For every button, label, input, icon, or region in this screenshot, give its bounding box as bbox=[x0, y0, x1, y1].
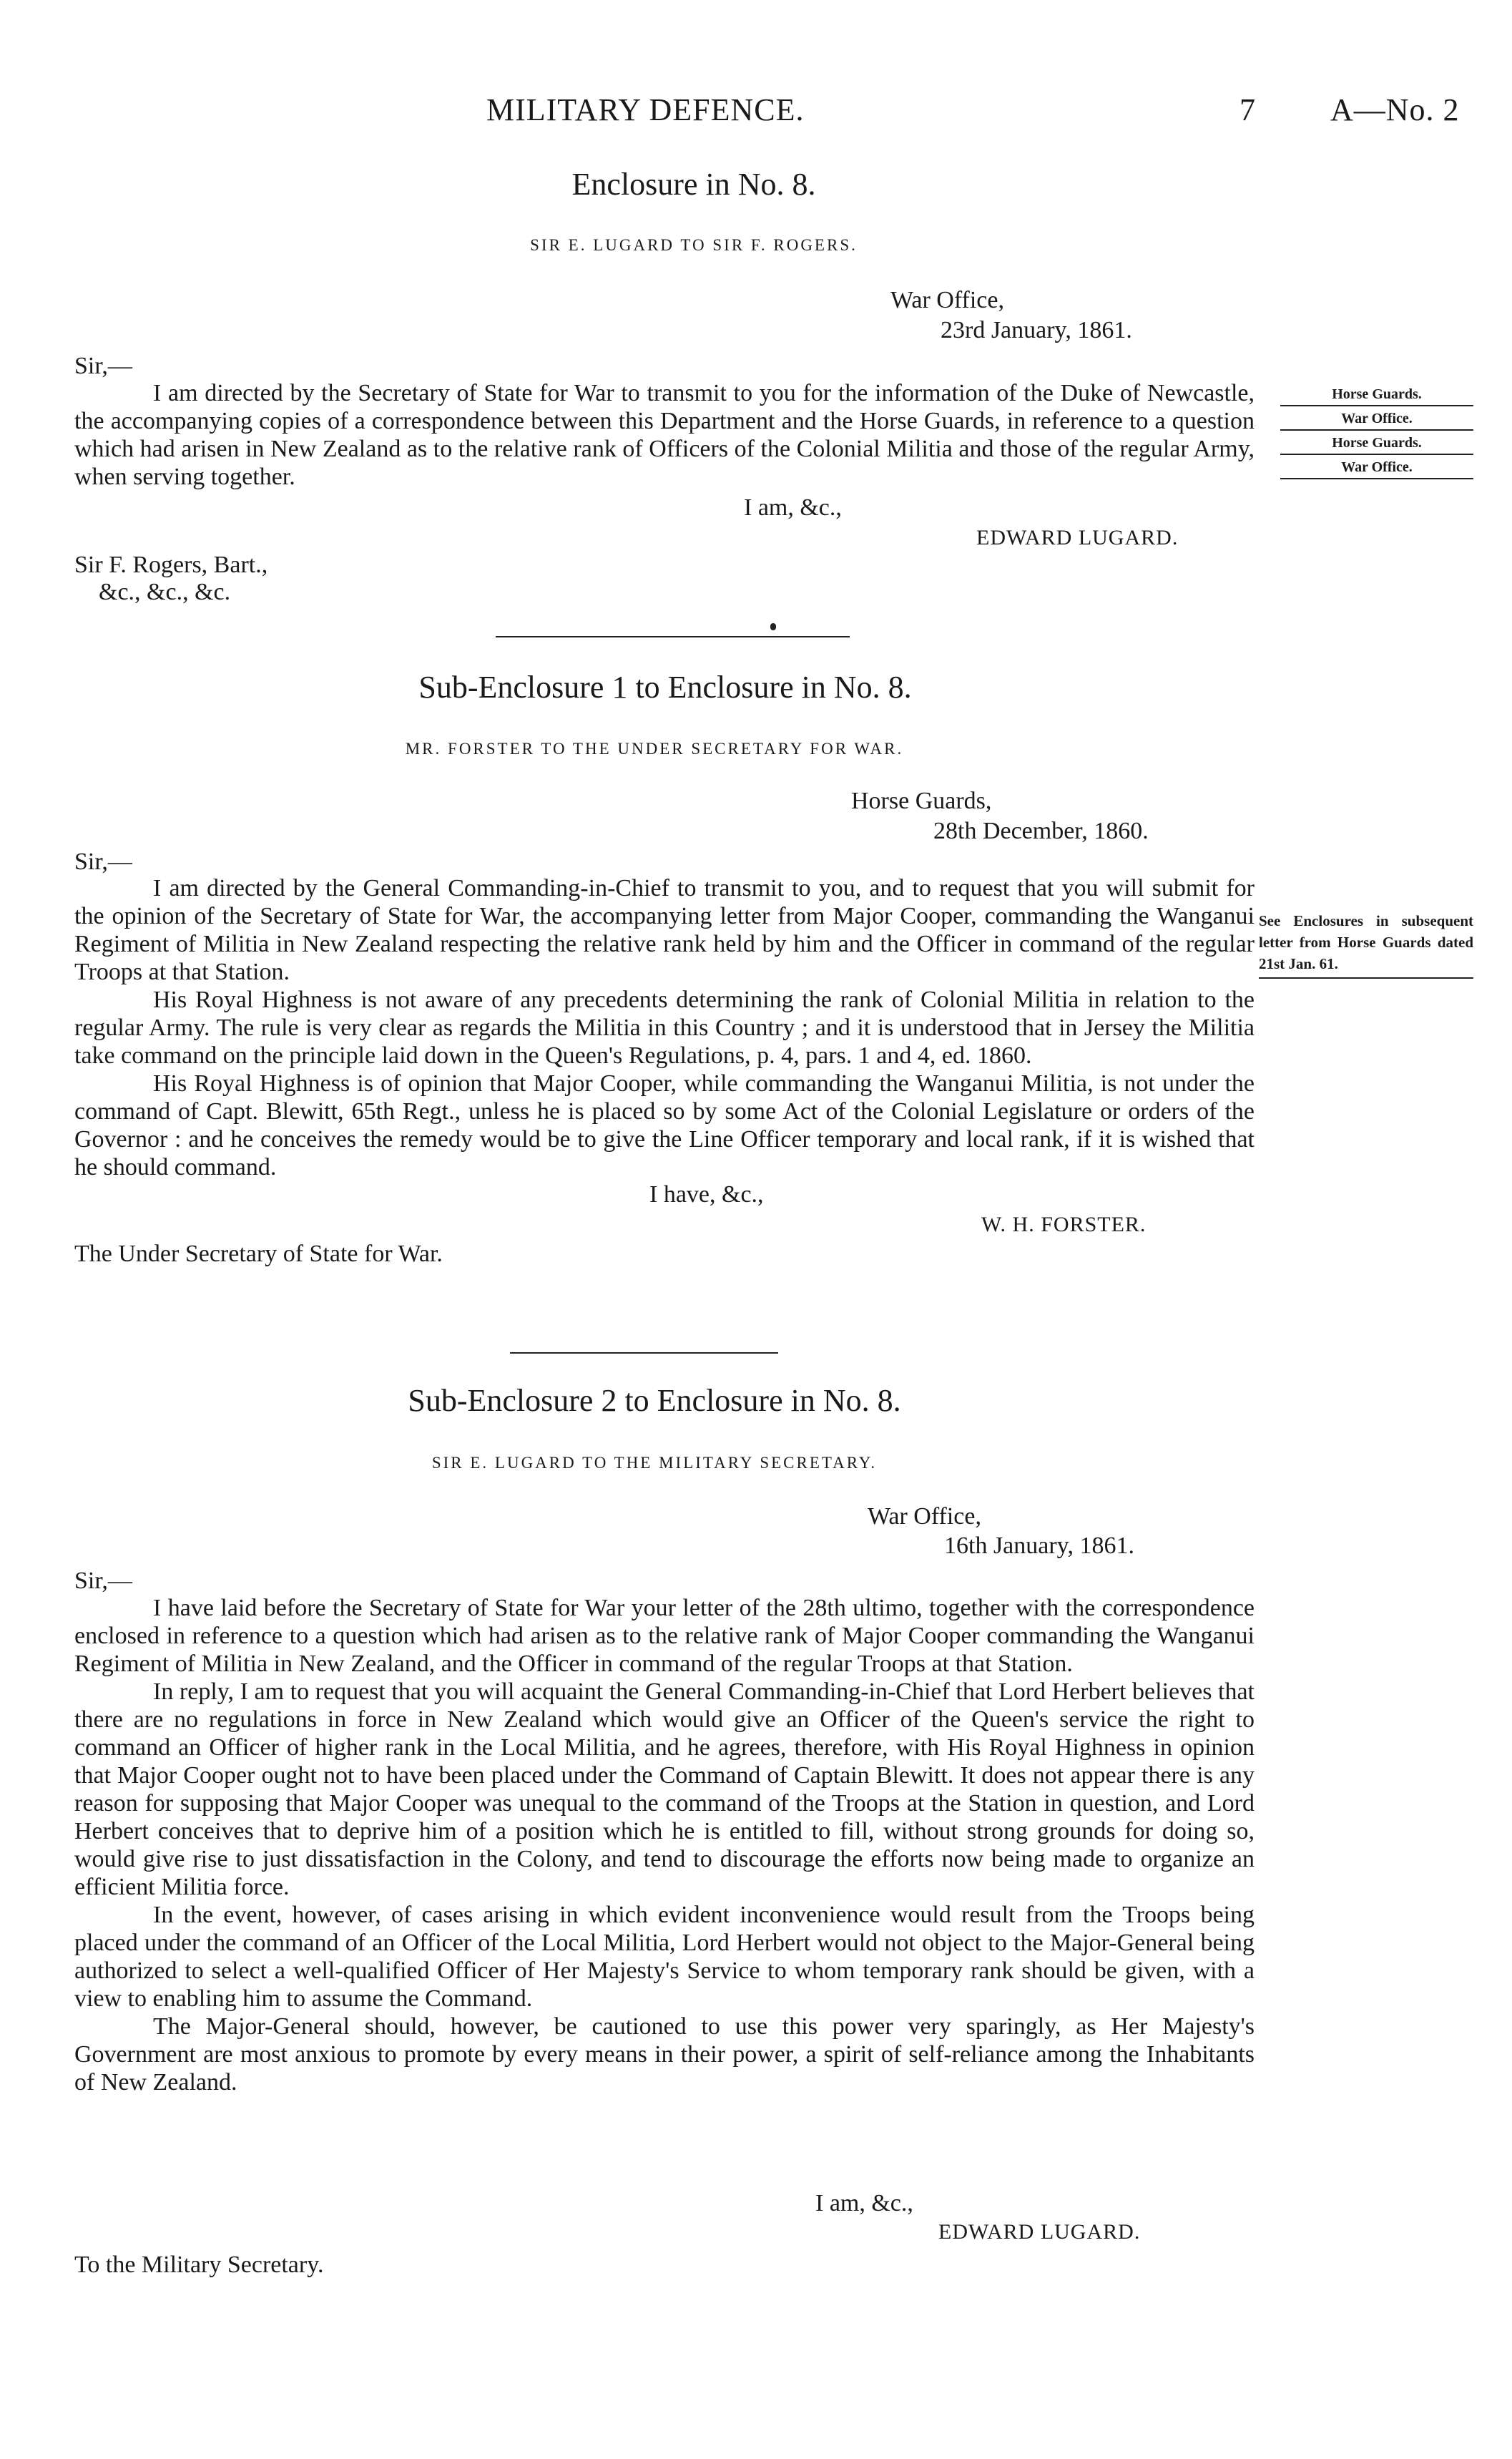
enclosure-salutation: Sir,— bbox=[74, 353, 132, 379]
margin-note: War Office. bbox=[1280, 411, 1473, 431]
sub2-paragraph: In the event, however, of cases arising in which evident inconvenience would result from the Troops being placed under the command of an Officer of the Local Militia, Lord Herbert would not object to the Major-General being authorized to select a well-qualified Officer of Her Majesty's Service to whom temporary rank should be given, with a view to enabling him to assume the Command. bbox=[74, 1902, 1255, 2012]
sub1-title: Sub-Enclosure 1 to Enclosure in No. 8. bbox=[418, 670, 912, 705]
margin-notes bbox=[1280, 386, 1473, 484]
enclosure-date: 23rd January, 1861. bbox=[941, 317, 1132, 343]
sub2-place: War Office, bbox=[868, 1503, 981, 1530]
sub1-signature: W. H. FORSTER. bbox=[981, 1213, 1147, 1236]
divider-dot bbox=[770, 623, 776, 630]
sub1-salutation: Sir,— bbox=[74, 849, 132, 875]
sub1-place: Horse Guards, bbox=[851, 788, 992, 814]
margin-note: War Office. bbox=[1280, 459, 1473, 479]
enclosure-title: Enclosure in No. 8. bbox=[571, 167, 816, 202]
margin-note: Horse Guards. bbox=[1280, 435, 1473, 455]
enclosure-place: War Office, bbox=[890, 287, 1004, 313]
enclosure-addressee-2: &c., &c., &c. bbox=[99, 579, 231, 605]
sub1-subtitle: MR. FORSTER TO THE UNDER SECRETARY FOR WAR. bbox=[405, 740, 904, 758]
section-divider bbox=[510, 1352, 778, 1354]
sub1-paragraph: His Royal Highness is of opinion that Major Cooper, while commanding the Wanganui Militia, is not under the command of Capt. Blewitt, 65th Regt., unless he is placed so by some Act of the Colonial Legislature or orders of the Governor : and he conceives the remedy would be to give the Line Officer temporary and local rank, if it is wished that he should command. bbox=[74, 1070, 1255, 1180]
sub2-title: Sub-Enclosure 2 to Enclosure in No. 8. bbox=[408, 1383, 901, 1418]
sub1-paragraph: I am directed by the General Commanding-in-Chief to transmit to you, and to request that you will submit for the opinion of the Secretary of State for War, the accompanying letter from Major Cooper, commanding the Wanganui Regiment of Militia in New Zealand respecting the relative rank held by him and the Officer in command of the regular Troops at that Station. bbox=[74, 875, 1255, 985]
sub2-paragraph: In reply, I am to request that you will acquaint the General Commanding-in-Chief that Lord Herbert believes that there are no regulations in force in New Zealand which would give an Officer of the Queen's service the right to command an Officer of higher rank in the Local Militia, and he agrees, therefore, with His Royal Highness in opinion that Major Cooper ought not to have been placed under the Command of Captain Blewitt. It does not appear there is any reason for supposing that Major Cooper was unequal to the command of the Troops at the Station in question, and Lord Herbert conceives that to deprive him of a position which he is entitled to fill, without strong grounds for doing so, would give rise to just dissatisfaction in the Colony, and tend to discourage the efforts now being made to organize an efficient Militia force. bbox=[74, 1678, 1255, 1900]
sub2-paragraph: The Major-General should, however, be cautioned to use this power very sparingly, as Her Majesty's Government are most anxious to promote by every means in their power, a spirit of self-reliance among the Inhabitants of New Zealand. bbox=[74, 2013, 1255, 2096]
sub2-salutation: Sir,— bbox=[74, 1568, 132, 1594]
enclosure-paragraph: I am directed by the Secretary of State for War to transmit to you for the information of the Duke of Newcastle, the accompanying copies of a correspondence between this Department and the Horse Guards, in reference to a question which had arisen in New Zealand as to the relative rank of Officers of the Colonial Militia and those of the regular Army, when serving together. bbox=[74, 380, 1255, 490]
margin-note: Horse Guards. bbox=[1280, 386, 1473, 406]
enclosure-closing: I am, &c., bbox=[744, 494, 842, 521]
document-reference: A—No. 2 bbox=[1330, 92, 1460, 127]
section-divider bbox=[496, 636, 850, 637]
enclosure-subtitle: SIR E. LUGARD TO SIR F. ROGERS. bbox=[530, 236, 858, 254]
sub2-date: 16th January, 1861. bbox=[944, 1532, 1134, 1559]
page-number: 7 bbox=[1239, 92, 1256, 127]
enclosure-signature: EDWARD LUGARD. bbox=[976, 526, 1179, 549]
sub1-side-note: See Enclosures in subsequent letter from Horse Guards dated 21st Jan. 61. bbox=[1259, 910, 1473, 979]
sub2-subtitle: SIR E. LUGARD TO THE MILITARY SECRETARY. bbox=[431, 1454, 878, 1472]
sub2-paragraph: I have laid before the Secretary of State for War your letter of the 28th ultimo, together with the correspondence enclosed in reference to a question which had arisen as to the relative rank of Major Cooper commanding the Wanganui Regiment of Militia in New Zealand, and the Officer in command of the regular Troops at that Station. bbox=[74, 1595, 1255, 1677]
sub2-addressee: To the Military Secretary. bbox=[74, 2252, 324, 2278]
sub2-body bbox=[74, 1594, 1255, 2096]
running-header-title: MILITARY DEFENCE. bbox=[486, 92, 805, 127]
sub1-paragraph: His Royal Highness is not aware of any precedents determining the rank of Colonial Militia in relation to the regular Army. The rule is very clear as regards the Militia in this Country ; and it is understood that in Jersey the Militia take command on the principle laid down in the Queen's Regulations, p. 4, pars. 1 and 4, ed. 1860. bbox=[74, 987, 1255, 1069]
sub1-body bbox=[74, 874, 1255, 1181]
enclosure-body bbox=[74, 379, 1255, 491]
enclosure-addressee-1: Sir F. Rogers, Bart., bbox=[74, 552, 268, 578]
sub1-closing: I have, &c., bbox=[649, 1181, 764, 1208]
sub1-date: 28th December, 1860. bbox=[933, 818, 1149, 844]
sub2-closing: I am, &c., bbox=[815, 2190, 913, 2216]
sub1-addressee: The Under Secretary of State for War. bbox=[74, 1241, 443, 1267]
sub2-signature: EDWARD LUGARD. bbox=[938, 2220, 1141, 2244]
